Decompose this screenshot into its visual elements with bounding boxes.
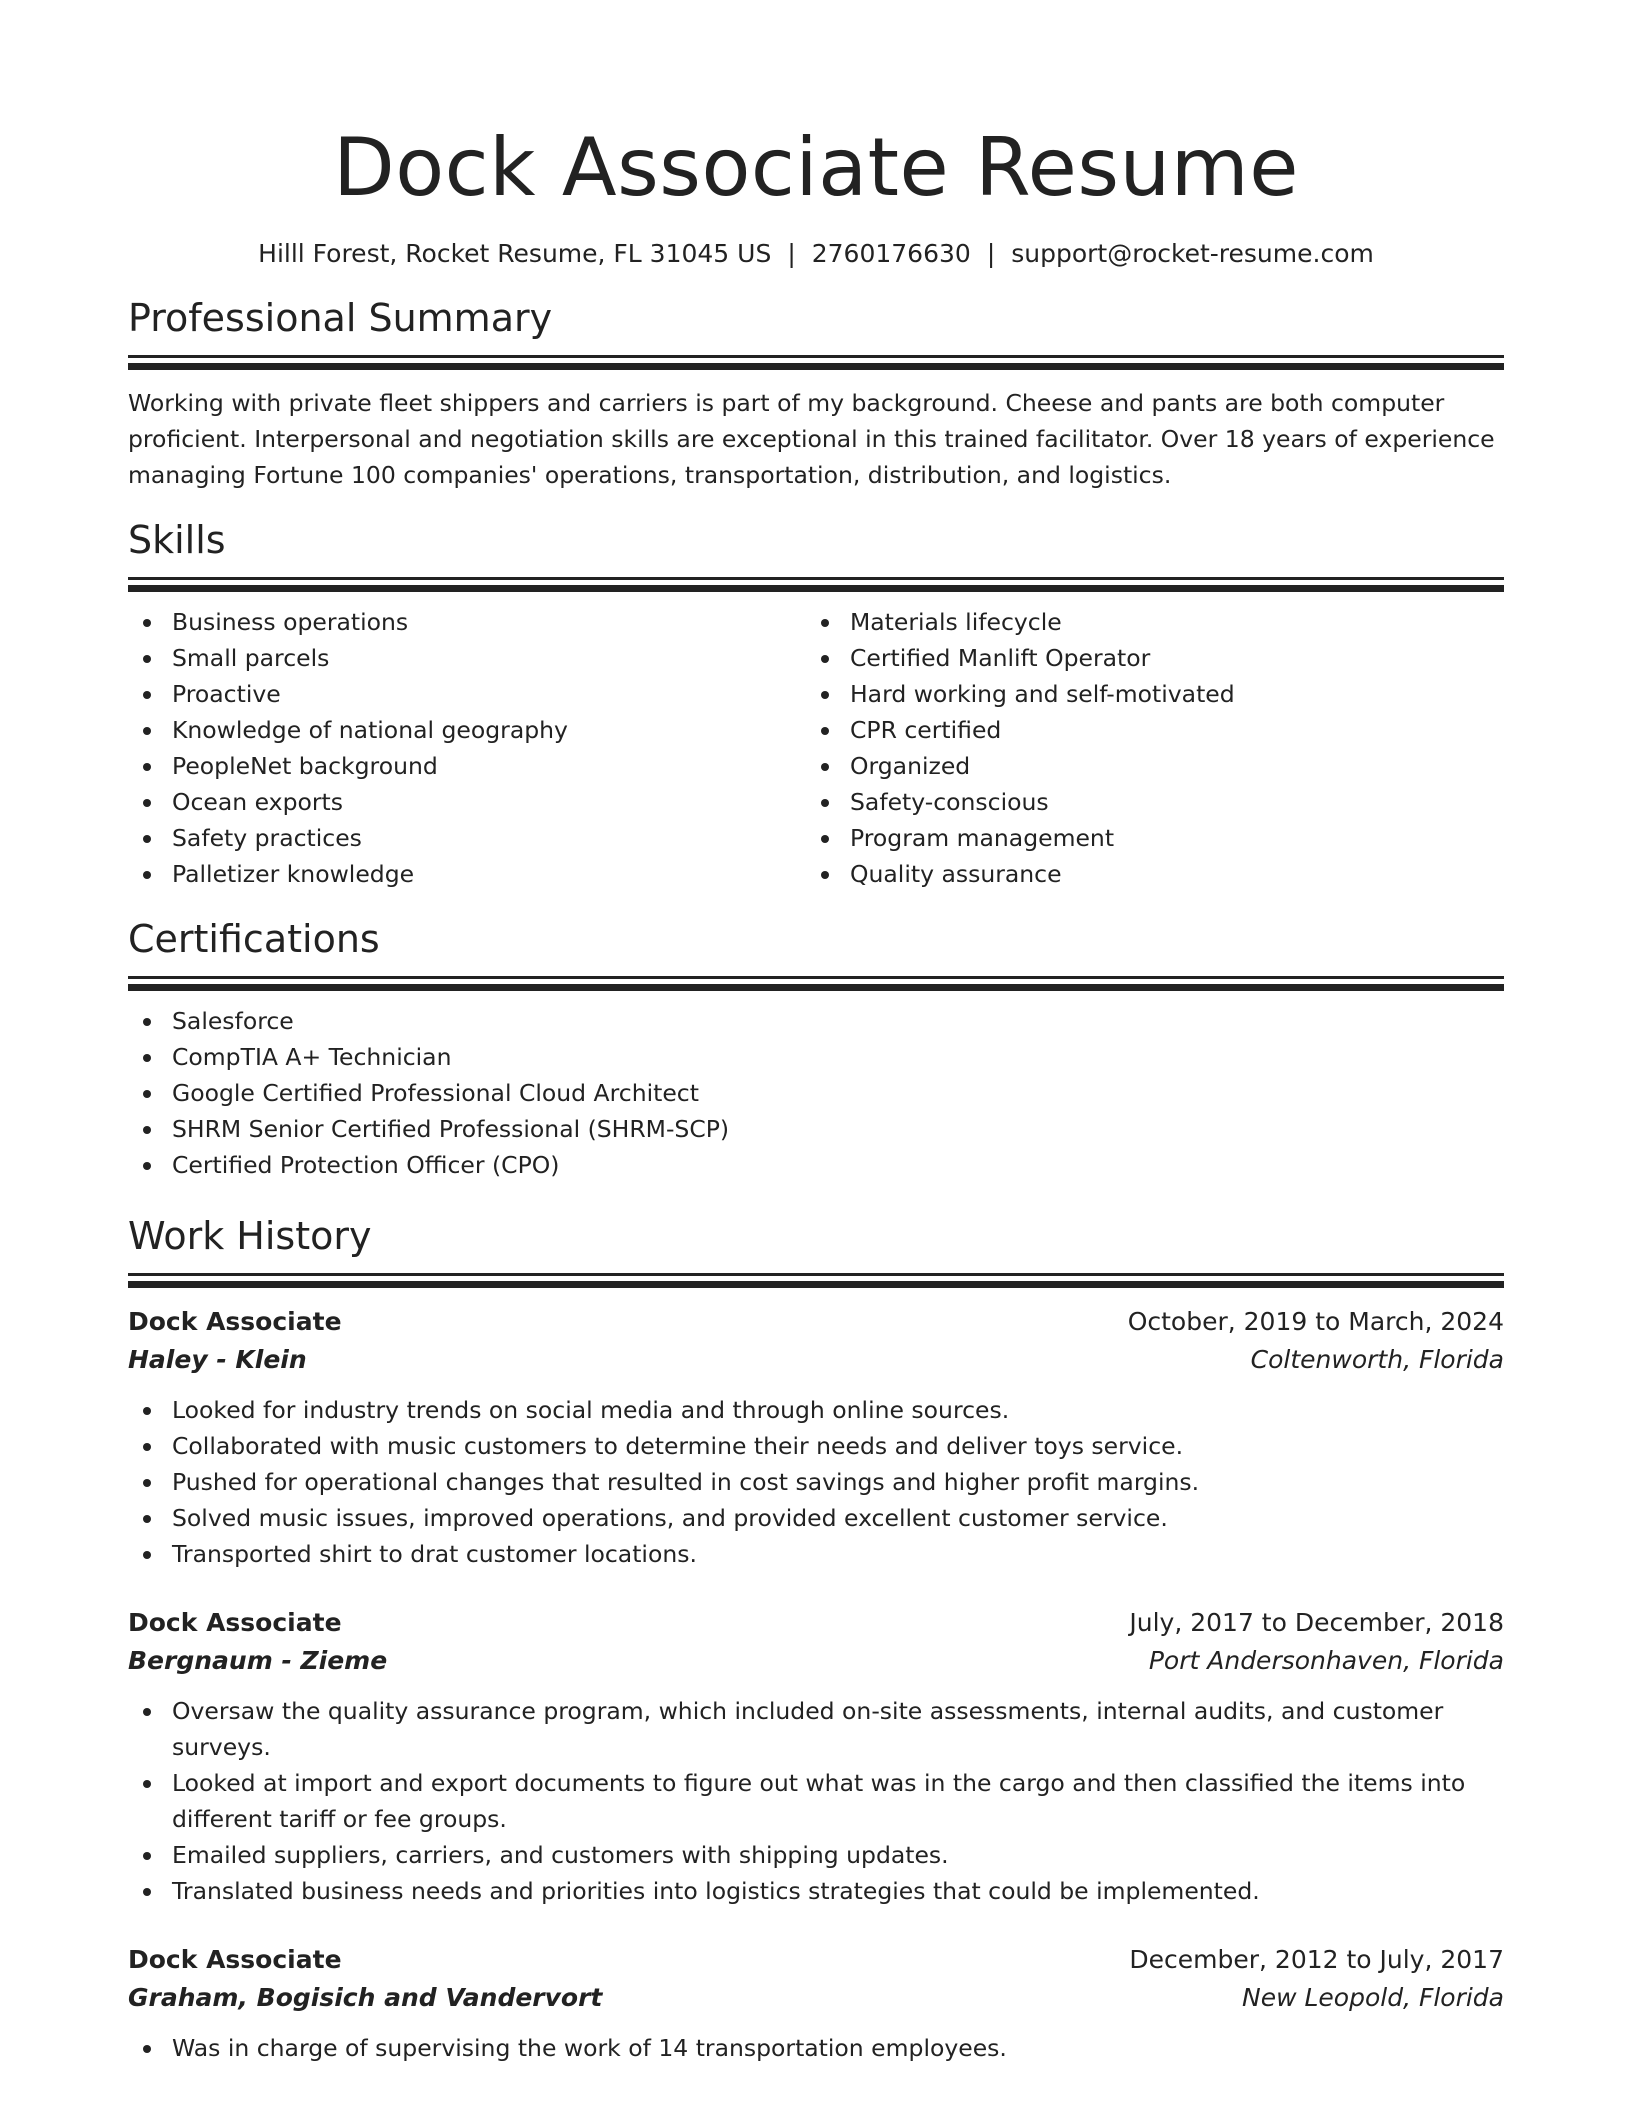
skill-item: Hard working and self-motivated [806,676,1484,712]
job-title: Dock Associate [128,1945,342,1974]
section-heading-work-history: Work History [128,1214,372,1258]
skills-list-right [806,604,1484,892]
section-divider [128,355,1504,358]
job-bullet: Solved music issues, improved operations, and provided excellent customer service. [128,1500,1504,1536]
section-divider [128,976,1504,979]
job-dates: July, 2017 to December, 2018 [1129,1608,1504,1637]
job-bullet: Looked at import and export documents to figure out what was in the cargo and then classified the items into different tariff or fee groups. [128,1765,1504,1837]
skill-item: PeopleNet background [128,748,806,784]
job-location: New Leopold, Florida [1242,1983,1504,2012]
skill-item: Safety practices [128,820,806,856]
skill-item: Quality assurance [806,856,1484,892]
contact-separator: | [986,239,996,268]
job-company: Haley - Klein [128,1345,307,1374]
certifications-list [128,1003,1504,1183]
job-company-row [128,1979,1504,2017]
section-divider-thick [128,363,1504,370]
job-bullet: Oversaw the quality assurance program, which included on-site assessments, internal audits, and customer surveys. [128,1693,1504,1765]
skill-item: Organized [806,748,1484,784]
resume-page [128,0,1504,2066]
skill-item: Business operations [128,604,806,640]
job-header-row [128,1303,1504,1341]
skill-item: Proactive [128,676,806,712]
job-entry [128,1604,1504,1909]
summary-text: Working with private fleet shippers and carriers is part of my background. Cheese and pants are both computer proficient. Interpersonal and negotiation skills are exceptional in this trained facilitator. Over 18 years of experience managing Fortune 100 companies' operations, transportation, distribution, and logistics. [128,389,1495,489]
contact-address: Hilll Forest, Rocket Resume, FL 31045 US [258,239,772,268]
job-title: Dock Associate [128,1307,342,1336]
job-bullet: Translated business needs and priorities into logistics strategies that could be implemented. [128,1873,1504,1909]
certification-item: CompTIA A+ Technician [128,1039,1504,1075]
job-bullet: Pushed for operational changes that resulted in cost savings and higher profit margins. [128,1464,1504,1500]
job-company-row [128,1642,1504,1680]
skill-item: Materials lifecycle [806,604,1484,640]
section-heading-skills: Skills [128,518,226,562]
job-location: Port Andersonhaven, Florida [1148,1646,1504,1675]
job-dates: December, 2012 to July, 2017 [1129,1945,1504,1974]
page-title: Dock Associate Resume [333,121,1299,214]
contact-phone: 2760176630 [811,239,971,268]
section-divider-thick [128,585,1504,592]
job-location: Coltenworth, Florida [1250,1345,1504,1374]
job-bullet: Looked for industry trends on social media and through online sources. [128,1392,1504,1428]
skill-item: Palletizer knowledge [128,856,806,892]
section-divider-thick [128,984,1504,991]
section-divider [128,577,1504,580]
job-entry [128,1941,1504,2066]
contact-separator: | [787,239,796,268]
job-dates: October, 2019 to March, 2024 [1127,1307,1504,1336]
skill-item: CPR certified [806,712,1484,748]
skill-item: Safety-conscious [806,784,1484,820]
job-header-row [128,1604,1504,1642]
skills-columns [128,604,1504,892]
certifications-section [128,914,1504,1183]
skill-item: Program management [806,820,1484,856]
work-history-section [128,1211,1504,2066]
section-divider [128,1273,1504,1276]
job-company-row [128,1341,1504,1379]
job-bullets [128,1392,1504,1572]
job-bullet: Collaborated with music customers to determine their needs and deliver toys service. [128,1428,1504,1464]
job-title: Dock Associate [128,1608,342,1637]
certification-item: SHRM Senior Certified Professional (SHRM-SCP) [128,1111,1504,1147]
skill-item: Small parcels [128,640,806,676]
job-bullet: Was in charge of supervising the work of 14 transportation employees. [128,2030,1504,2066]
skill-item: Ocean exports [128,784,806,820]
summary-section [128,293,1504,493]
section-heading-certifications: Certifications [128,917,380,961]
section-divider-thick [128,1281,1504,1288]
skill-item: Knowledge of national geography [128,712,806,748]
job-header-row [128,1941,1504,1979]
job-entry [128,1303,1504,1572]
certification-item: Google Certified Professional Cloud Architect [128,1075,1504,1111]
skills-list-left [128,604,806,892]
job-company: Bergnaum - Zieme [128,1646,388,1675]
certification-item: Salesforce [128,1003,1504,1039]
job-bullets [128,1693,1504,1909]
skill-item: Certified Manlift Operator [806,640,1484,676]
contact-line [128,237,1504,271]
job-bullets [128,2030,1504,2066]
contact-email: support@rocket-resume.com [1011,239,1374,268]
section-heading-summary: Professional Summary [128,296,553,340]
job-company: Graham, Bogisich and Vandervort [128,1983,603,2012]
job-bullet: Emailed suppliers, carriers, and customers with shipping updates. [128,1837,1504,1873]
job-bullet: Transported shirt to drat customer locations. [128,1536,1504,1572]
skills-section [128,515,1504,892]
certification-item: Certified Protection Officer (CPO) [128,1147,1504,1183]
